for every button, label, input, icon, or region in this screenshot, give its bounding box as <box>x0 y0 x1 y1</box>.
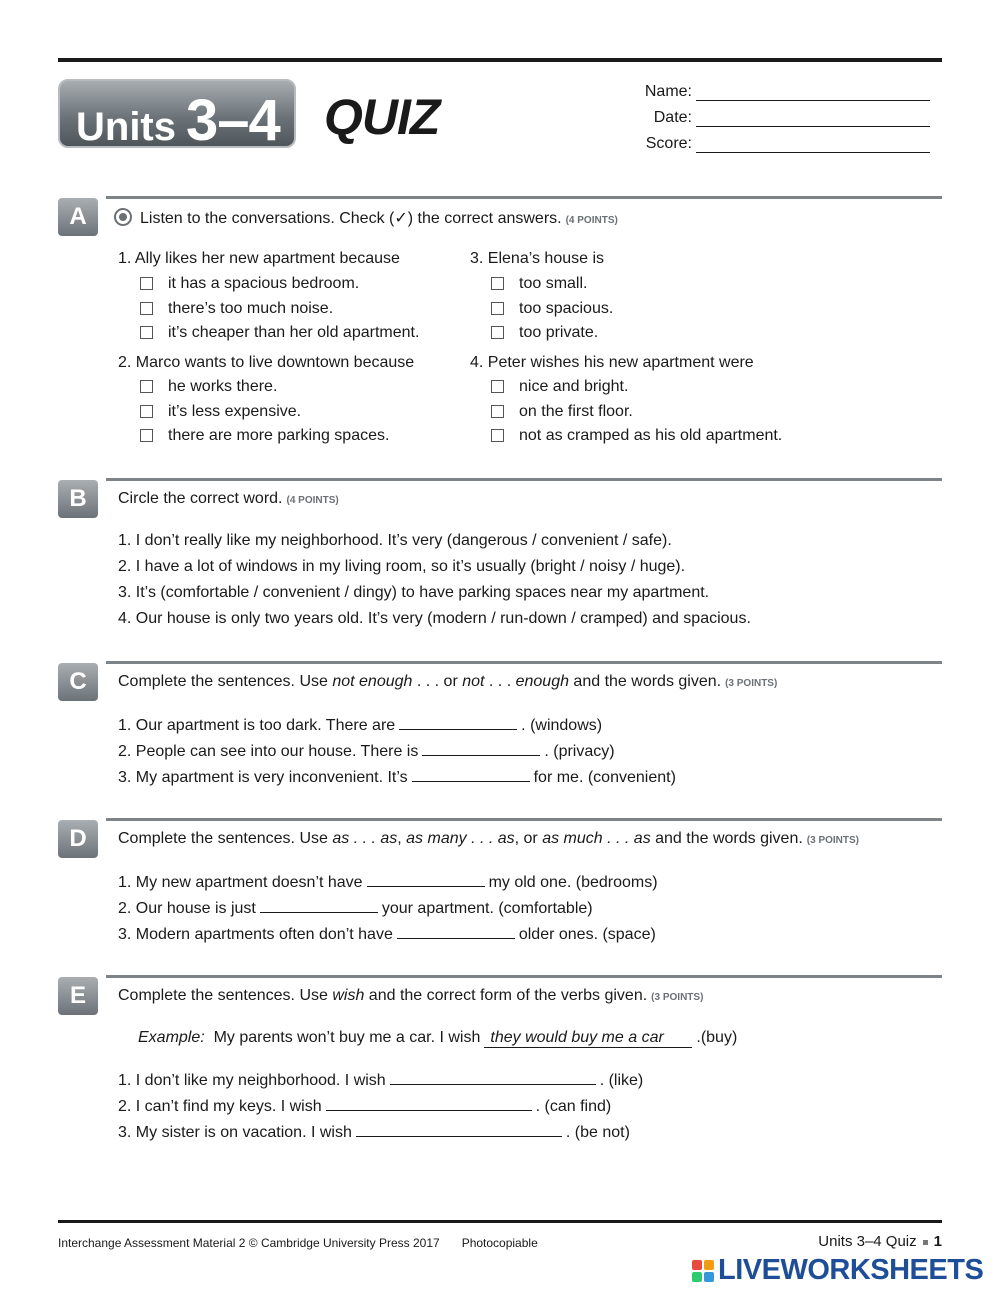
list-item: 1. My new apartment doesn’t have my old one. (bedrooms) <box>118 874 658 891</box>
list-item[interactable]: 3. It’s (comfortable / convenient / dingy) to have parking spaces near my apartment. <box>118 584 710 601</box>
section-rule <box>106 661 942 664</box>
checkbox[interactable] <box>140 380 153 393</box>
answer-option[interactable]: there’s too much noise. <box>140 300 333 318</box>
section-c <box>58 661 942 791</box>
section-a <box>58 196 942 456</box>
answer-blank[interactable] <box>397 924 515 939</box>
answer-blank[interactable] <box>367 872 485 887</box>
liveworksheets-watermark[interactable] <box>692 1254 983 1287</box>
name-field[interactable] <box>696 83 930 101</box>
list-item: 2. People can see into our house. There is . (privacy) <box>118 743 615 760</box>
quiz-title: QUIZ <box>324 89 440 145</box>
section-b <box>58 478 942 638</box>
section-instructions: Circle the correct word. (4 POINTS) <box>118 490 339 507</box>
answer-option[interactable]: too spacious. <box>491 300 613 318</box>
section-d <box>58 818 942 948</box>
list-item: 1. Our apartment is too dark. There are . (windows) <box>118 717 603 734</box>
checkbox[interactable] <box>491 277 504 290</box>
section-rule <box>106 478 942 481</box>
answer-option[interactable]: not as cramped as his old apartment. <box>491 427 782 445</box>
student-info <box>600 75 930 153</box>
units-badge <box>58 79 296 153</box>
bottom-rule <box>58 1220 942 1223</box>
units-number: 3–4 <box>186 88 280 153</box>
units-word: Units <box>76 105 176 149</box>
answer-blank[interactable] <box>356 1122 562 1137</box>
answer-blank[interactable] <box>390 1070 596 1085</box>
answer-blank[interactable] <box>412 767 530 782</box>
checkbox[interactable] <box>491 405 504 418</box>
checkbox[interactable] <box>140 277 153 290</box>
section-letter: C <box>58 663 98 701</box>
score-field[interactable] <box>696 135 930 153</box>
date-field[interactable] <box>696 109 930 127</box>
answer-option[interactable]: it has a spacious bedroom. <box>140 275 359 293</box>
answer-option[interactable]: it’s cheaper than her old apartment. <box>140 324 419 342</box>
checkbox[interactable] <box>140 326 153 339</box>
example-answer: they would buy me a car <box>484 1029 692 1048</box>
section-rule <box>106 975 942 978</box>
list-item: 3. My sister is on vacation. I wish . (be not) <box>118 1124 630 1141</box>
list-item: 3. Modern apartments often don’t have older ones. (space) <box>118 926 656 943</box>
checkbox[interactable] <box>491 380 504 393</box>
answer-blank[interactable] <box>422 741 540 756</box>
score-row <box>600 127 930 153</box>
section-rule <box>106 818 942 821</box>
list-item: 2. I can’t find my keys. I wish . (can find) <box>118 1098 612 1115</box>
answer-blank[interactable] <box>399 715 517 730</box>
section-letter: B <box>58 480 98 518</box>
answer-option[interactable]: nice and bright. <box>491 378 628 396</box>
example: Example: My parents won’t buy me a car. I wish they would buy me a car .(buy) <box>138 1029 738 1046</box>
footer-credit: Interchange Assessment Material 2 © Cambridge University Press 2017 Photocopiable <box>58 1236 538 1250</box>
section-instructions: Complete the sentences. Use not enough . . . or not . . . enough and the words given. (3 POINTS) <box>118 673 778 690</box>
answer-option[interactable]: it’s less expensive. <box>140 403 301 421</box>
checkbox[interactable] <box>140 429 153 442</box>
section-e <box>58 975 942 1155</box>
checkbox[interactable] <box>140 302 153 315</box>
answer-blank[interactable] <box>260 898 378 913</box>
answer-option[interactable]: on the first floor. <box>491 403 633 421</box>
list-item[interactable]: 1. I don’t really like my neighborhood. It’s very (dangerous / convenient / safe). <box>118 532 672 549</box>
answer-option[interactable]: too private. <box>491 324 598 342</box>
question: 2. Marco wants to live downtown because <box>118 354 415 371</box>
footer-page: Units 3–4 Quiz 1 <box>818 1233 942 1250</box>
audio-icon[interactable] <box>114 208 132 226</box>
checkbox[interactable] <box>491 302 504 315</box>
section-rule <box>106 196 942 199</box>
top-rule <box>58 58 942 62</box>
section-letter: D <box>58 820 98 858</box>
section-letter: E <box>58 977 98 1015</box>
question: 1. Ally likes her new apartment because <box>118 250 400 267</box>
liveworksheets-logo-icon <box>692 1260 714 1282</box>
list-item: 2. Our house is just your apartment. (comfortable) <box>118 900 593 917</box>
answer-option[interactable]: too small. <box>491 275 587 293</box>
section-letter: A <box>58 198 98 236</box>
score-label: Score: <box>645 135 692 152</box>
list-item[interactable]: 2. I have a lot of windows in my living room, so it’s usually (bright / noisy / huge). <box>118 558 686 575</box>
question: 4. Peter wishes his new apartment were <box>470 354 754 371</box>
date-row <box>600 101 930 127</box>
section-instructions: Complete the sentences. Use as . . . as, as many . . . as, or as much . . . as and the words given. (3 POINTS) <box>118 830 860 847</box>
name-row <box>600 75 930 101</box>
question: 3. Elena’s house is <box>470 250 605 267</box>
date-label: Date: <box>653 109 692 126</box>
checkbox[interactable] <box>491 429 504 442</box>
watermark-text: LIVEWORKSHEETS <box>718 1254 984 1286</box>
checkbox[interactable] <box>140 405 153 418</box>
list-item: 3. My apartment is very inconvenient. It’s for me. (convenient) <box>118 769 676 786</box>
answer-option[interactable]: there are more parking spaces. <box>140 427 389 445</box>
section-instructions: Complete the sentences. Use wish and the correct form of the verbs given. (3 POINTS) <box>118 987 704 1004</box>
answer-option[interactable]: he works there. <box>140 378 277 396</box>
bullet-icon <box>923 1240 928 1245</box>
list-item[interactable]: 4. Our house is only two years old. It’s very (modern / run-down / cramped) and spacious. <box>118 610 751 627</box>
checkbox[interactable] <box>491 326 504 339</box>
answer-blank[interactable] <box>326 1096 532 1111</box>
name-label: Name: <box>644 83 692 100</box>
list-item: 1. I don’t like my neighborhood. I wish . (like) <box>118 1072 644 1089</box>
section-instructions: Listen to the conversations. Check (✓) the correct answers. (4 POINTS) <box>114 208 618 228</box>
